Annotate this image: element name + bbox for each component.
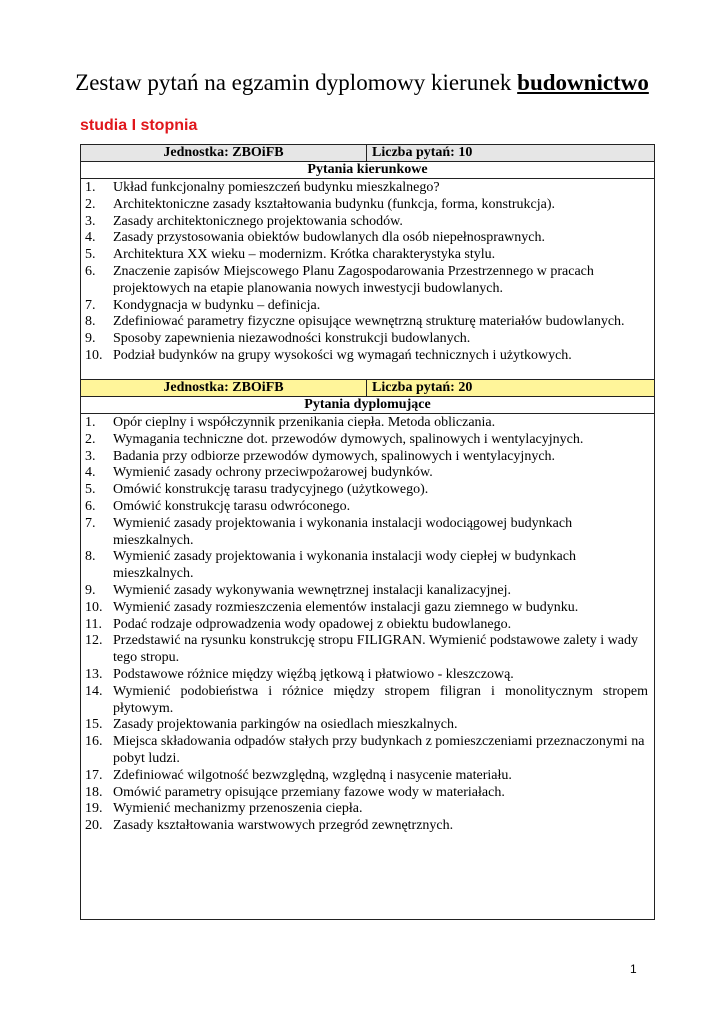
question-item [81, 482, 654, 499]
question-item [81, 264, 654, 298]
section1-question-list [81, 180, 654, 365]
question-number: 7. [85, 515, 96, 531]
question-text: Znaczenie zapisów Miejscowego Planu Zagospodarowania Przestrzennego w pracach projektowych na etapie planowania nowych inwestycji budowlanych. [113, 263, 594, 296]
question-number: 10. [85, 599, 103, 615]
question-text: Przedstawić na rysunku konstrukcję stropu FILIGRAN. Wymienić podstawowe zalety i wady tego stropu. [113, 633, 638, 666]
question-number: 8. [85, 314, 96, 330]
question-text: Wymienić zasady wykonywania wewnętrznej instalacji kanalizacyjnej. [113, 582, 511, 598]
question-item [81, 801, 654, 818]
section1-unit: Jednostka: ZBOiFB [81, 145, 367, 161]
question-item [81, 247, 654, 264]
study-level-subtitle: studia I stopnia [80, 117, 198, 134]
question-item [81, 214, 654, 231]
questions-table [80, 144, 655, 920]
question-text: Zasady kształtowania warstwowych przegród zewnętrznych. [113, 818, 454, 834]
question-item [81, 617, 654, 634]
question-text: Wymienić zasady projektowania i wykonania instalacji wody ciepłej w budynkach mieszkalnych. [113, 549, 576, 582]
question-text: Omówić konstrukcję tarasu odwróconego. [113, 498, 351, 514]
section2-questions [81, 414, 654, 835]
question-number: 3. [85, 448, 96, 464]
question-number: 13. [85, 666, 103, 682]
question-text: Podział budynków na grupy wysokości wg wymagań technicznych i użytkowych. [113, 347, 572, 363]
question-item [81, 667, 654, 684]
question-text: Architektoniczne zasady kształtowania budynku (funkcja, forma, konstrukcja). [113, 196, 556, 212]
question-item [81, 298, 654, 315]
section2-question-list [81, 415, 654, 835]
question-text: Architektura XX wieku – modernizm. Krótka charakterystyka stylu. [113, 247, 496, 263]
question-number: 10. [85, 347, 103, 363]
question-number: 6. [85, 263, 96, 279]
question-item [81, 331, 654, 348]
section1-heading: Pytania kierunkowe [81, 162, 654, 179]
question-text: Wymienić mechanizmy przenoszenia ciepła. [113, 801, 363, 817]
section2-count: Liczba pytań: 20 [372, 380, 473, 395]
question-item [81, 230, 654, 247]
question-number: 15. [85, 717, 103, 733]
question-text: Kondygnacja w budynku – definicja. [113, 297, 321, 313]
question-item [81, 449, 654, 466]
section1-header-row [81, 145, 654, 162]
question-number: 16. [85, 734, 103, 750]
question-number: 2. [85, 431, 96, 447]
question-text: Zasady przystosowania obiektów budowlanych dla osób niepełnosprawnych. [113, 230, 545, 246]
question-text: Układ funkcjonalny pomieszczeń budynku mieszkalnego? [113, 180, 440, 195]
question-item [81, 717, 654, 734]
question-text: Opór cieplny i współczynnik przenikania ciepła. Metoda obliczania. [113, 415, 496, 430]
question-text: Wymagania techniczne dot. przewodów dymowych, spalinowych i wentylacyjnych. [113, 431, 584, 447]
question-text: Podać rodzaje odprowadzenia wody opadowej z obiektu budowlanego. [113, 616, 512, 632]
question-number: 20. [85, 818, 103, 834]
question-item [81, 415, 654, 432]
title-prefix: Zestaw pytań na egzamin dyplomowy kierunek [75, 70, 518, 95]
question-text: Badania przy odbiorze przewodów dymowych, spalinowych i wentylacyjnych. [113, 448, 556, 464]
question-text: Zdefiniować wilgotność bezwzględną, względną i nasycenie materiału. [113, 767, 512, 783]
question-number: 18. [85, 784, 103, 800]
question-number: 14. [85, 683, 103, 699]
section2-header-row [81, 380, 654, 397]
question-number: 7. [85, 297, 96, 313]
question-item [81, 583, 654, 600]
question-text: Wymienić zasady rozmieszczenia elementów instalacji gazu ziemnego w budynku. [113, 599, 579, 615]
question-number: 6. [85, 498, 96, 514]
question-item [81, 549, 654, 583]
question-item [81, 600, 654, 617]
question-number: 4. [85, 230, 96, 246]
question-item [81, 348, 654, 365]
section2-heading: Pytania dyplomujące [81, 397, 654, 414]
question-number: 5. [85, 247, 96, 263]
question-text: Omówić parametry opisujące przemiany fazowe wody w materiałach. [113, 784, 505, 800]
title-field: budownictwo [517, 70, 649, 95]
question-item [81, 314, 654, 331]
question-number: 1. [85, 415, 96, 430]
question-text: Zasady projektowania parkingów na osiedlach mieszkalnych. [113, 717, 458, 733]
question-item [81, 684, 654, 718]
question-item [81, 432, 654, 449]
question-number: 1. [85, 180, 96, 195]
question-item [81, 516, 654, 550]
question-number: 12. [85, 633, 103, 649]
question-number: 8. [85, 549, 96, 565]
question-text: Miejsca składowania odpadów stałych przy budynkach z pomieszczeniami przeznaczonymi na pobyt ludzi. [113, 734, 645, 766]
question-text: Sposoby zapewnienia niezawodności konstrukcji budowlanych. [113, 331, 471, 347]
question-item [81, 499, 654, 516]
section2-unit: Jednostka: ZBOiFB [81, 380, 367, 396]
question-item [81, 768, 654, 785]
question-item [81, 734, 654, 768]
question-item [81, 180, 654, 197]
question-number: 9. [85, 331, 96, 347]
question-number: 19. [85, 801, 103, 817]
question-item [81, 465, 654, 482]
question-text: Zasady architektonicznego projektowania schodów. [113, 213, 403, 229]
question-text: Omówić konstrukcję tarasu tradycyjnego (użytkowego). [113, 482, 429, 498]
question-number: 17. [85, 767, 103, 783]
question-number: 9. [85, 582, 96, 598]
question-number: 5. [85, 482, 96, 498]
question-text: Wymienić zasady ochrony przeciwpożarowej budynków. [113, 465, 433, 481]
question-number: 11. [85, 616, 102, 632]
question-text: Wymienić zasady projektowania i wykonania instalacji wodociągowej budynkach mieszkalnych. [113, 515, 573, 548]
page-number: 1 [630, 962, 637, 976]
question-text: Podstawowe różnice między więźbą jętkową i płatwiowo - kleszczową. [113, 666, 514, 682]
document-title [0, 68, 724, 98]
question-item [81, 785, 654, 802]
question-number: 4. [85, 465, 96, 481]
question-item [81, 633, 654, 667]
question-item [81, 197, 654, 214]
question-number: 3. [85, 213, 96, 229]
question-item [81, 818, 654, 835]
section1-questions [81, 179, 654, 380]
section1-count: Liczba pytań: 10 [372, 145, 473, 160]
question-text: Zdefiniować parametry fizyczne opisujące wewnętrzną strukturę materiałów budowlanych. [113, 314, 625, 330]
question-text: Wymienić podobieństwa i różnice między stropem filigran i monolitycznym stropem płytowym. [113, 683, 648, 716]
question-number: 2. [85, 196, 96, 212]
